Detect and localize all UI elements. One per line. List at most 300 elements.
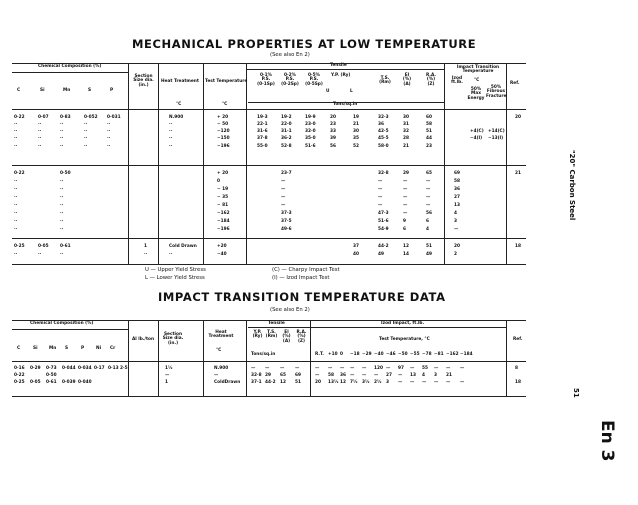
impact-al-header: Al lb./ton (131, 337, 155, 342)
mech-cell: 19·2 (281, 115, 292, 120)
impact-cell: 8 (515, 366, 518, 371)
mech-cell: 30 (353, 129, 359, 134)
mech-heat-unit: °C (176, 102, 182, 107)
mech-cell: 31 (403, 122, 409, 127)
mech-cell: 23·0 (305, 122, 316, 127)
impact-tons-unit: Tons/sq.in (251, 352, 276, 357)
mech-cell: — (378, 187, 383, 192)
mech-cell: ·· (169, 122, 173, 127)
mech-cell: ·· (169, 136, 173, 141)
mech-cell: ·· (14, 219, 18, 224)
mech-cell: 51·6 (305, 144, 316, 149)
impact-temp-header: −29 (362, 352, 372, 357)
mech-cell: ·· (14, 203, 18, 208)
impact-cell: — (422, 380, 427, 385)
mech-cell: 0·05 (38, 244, 49, 249)
mech-col-p: P (110, 88, 114, 93)
mech-cell: ·· (169, 252, 173, 257)
impact-yp-header: Y.P. (Ry) (252, 330, 263, 340)
mech-cell: +14(C) (488, 129, 505, 134)
mech-cell: 22·1 (257, 122, 268, 127)
mech-el-header: El (%) (A) (402, 73, 412, 87)
mech-cell: ·· (38, 136, 42, 141)
mech-cell: — (403, 187, 408, 192)
mech-cell: 0·61 (60, 244, 71, 249)
mech-ts-header: T.S. (Rm) (379, 76, 391, 86)
impact-temp-header: −81 (434, 352, 444, 357)
impact-cell: — (460, 380, 465, 385)
mech-cell: 51·6 (378, 219, 389, 224)
mech-cell: ·· (107, 122, 111, 127)
mech-cell: 21 (515, 171, 521, 176)
mech-cell: 52 (353, 144, 359, 149)
mech-cell: 0 (217, 179, 220, 184)
mech-cell: +4(C) (470, 129, 484, 134)
mech-cell: 47·3 (378, 211, 389, 216)
en-code: En 3 (597, 420, 617, 462)
mech-cell: 23 (330, 122, 336, 127)
mech-cell: ·· (14, 179, 18, 184)
mech-testtemp-header: Test Temperature (205, 79, 248, 84)
mech-cell: ·· (169, 144, 173, 149)
impact-temp-header: −55 (410, 352, 420, 357)
impact-col-ni: Ni (96, 346, 102, 351)
mech-cell: 31·6 (257, 129, 268, 134)
impact-cell: 3½ (362, 380, 370, 385)
impact-cell: 97 (398, 366, 404, 371)
mech-cell: — (426, 179, 431, 184)
mech-ps02-header: 0·2% P.S. (0·2Sp) (281, 73, 299, 87)
impact-cell: — (446, 380, 451, 385)
mech-cell: 21 (403, 144, 409, 149)
impact-title: IMPACT TRANSITION TEMPERATURE DATA (158, 290, 446, 304)
mech-cell: ·· (60, 252, 64, 257)
mech-cell: ·· (84, 129, 88, 134)
impact-cell: — (410, 380, 415, 385)
mech-cell: 32·0 (305, 129, 316, 134)
mech-cell: 54·9 (378, 227, 389, 232)
mech-col-mn: Mn (63, 88, 71, 93)
mech-cell: ·· (144, 252, 148, 257)
impact-cell: 2·5 (120, 366, 128, 371)
impact-temp-header: −162 (446, 352, 459, 357)
mech-impact-header: Impact Transition Temperature (456, 65, 500, 75)
impact-cell: 0·044 (62, 366, 76, 371)
mech-cell: −120 (217, 129, 230, 134)
mech-cell: −162 (217, 211, 230, 216)
mech-cell: 51 (426, 244, 432, 249)
mech-cell: 23·7 (281, 171, 292, 176)
mech-cell: ·· (107, 144, 111, 149)
mech-cell: ·· (60, 187, 64, 192)
mech-cell: 9 (403, 219, 406, 224)
mech-cell: 58 (454, 179, 460, 184)
impact-temp-header: −40 (374, 352, 384, 357)
impact-cell: 0·05 (30, 380, 41, 385)
note-izod: (I) — Izod Impact Test (272, 275, 330, 281)
mech-cell: 33 (330, 129, 336, 134)
mech-cell: ·· (60, 136, 64, 141)
impact-cell: — (315, 366, 320, 371)
mech-cell: 0·07 (38, 115, 49, 120)
mech-izod-header: Izod ft.lb. (451, 76, 463, 86)
mech-cell: ·· (84, 122, 88, 127)
mech-cell: 29 (403, 171, 409, 176)
mech-impact-unit: °C (474, 78, 480, 83)
impact-cell: 13 (410, 373, 416, 378)
impact-temp-header: −50 (398, 352, 408, 357)
mech-cell: 0·031 (107, 115, 121, 120)
impact-cell: — (350, 366, 355, 371)
mech-cell: — (378, 203, 383, 208)
impact-cell: — (340, 366, 345, 371)
impact-subtitle: (See also En 2) (270, 307, 310, 313)
mech-cell: 45·5 (378, 136, 389, 141)
mech-cell: 4 (454, 211, 457, 216)
impact-temp-header: −46 (386, 352, 396, 357)
mech-cell: 12 (403, 244, 409, 249)
impact-heat-unit: °C (216, 348, 222, 353)
impact-cell: — (280, 366, 285, 371)
mech-cell: 6 (426, 219, 429, 224)
mech-col-s: S (88, 88, 92, 93)
impact-cell: 7½ (350, 380, 358, 385)
mech-cell: ·· (14, 129, 18, 134)
impact-cell: — (362, 373, 367, 378)
mech-cell: — (403, 203, 408, 208)
mech-subtitle: (See also En 2) (270, 52, 310, 58)
impact-cell: — (362, 366, 367, 371)
mech-cell: 42·5 (378, 129, 389, 134)
mech-cell: 0·83 (60, 115, 71, 120)
mech-cell: −150 (217, 136, 230, 141)
impact-section-header: Section Size dia. (in.) (162, 332, 184, 346)
mech-cell: ·· (14, 136, 18, 141)
impact-cell: — (251, 366, 256, 371)
mech-cell: ·· (38, 129, 42, 134)
mech-fibrous-header: 50% Fibrous Fracture (486, 85, 507, 99)
impact-temp-header: R.T. (315, 352, 324, 357)
impact-cell: 3 (386, 380, 389, 385)
impact-cell: 55 (422, 366, 428, 371)
impact-cell: — (214, 373, 219, 378)
mech-cell: − 19 (217, 187, 229, 192)
mech-cell: — (403, 195, 408, 200)
impact-cell: ColdDrawn (214, 380, 241, 385)
mech-cell: 20 (515, 115, 521, 120)
mech-cell: ·· (14, 144, 18, 149)
impact-temp-header: 0 (340, 352, 343, 357)
mech-l-header: L (350, 89, 353, 94)
impact-cell: 0·040 (78, 380, 92, 385)
impact-cell: 0·16 (14, 366, 25, 371)
mech-max-energy-header: 50% Max Energy (467, 87, 485, 101)
mech-cell: 58 (426, 122, 432, 127)
mech-cell: −196 (217, 144, 230, 149)
mech-cell: 27 (454, 195, 460, 200)
mech-cell: 69 (454, 171, 460, 176)
impact-cell: 21 (446, 373, 452, 378)
mech-cell: — (378, 179, 383, 184)
impact-ra-header: R.A. (%) (Z) (296, 330, 307, 344)
mech-cell: ·· (14, 227, 18, 232)
impact-cell: — (328, 366, 333, 371)
mech-cell: 20 (454, 244, 460, 249)
mech-cell: 14 (403, 252, 409, 257)
mech-cell: 56 (426, 211, 432, 216)
mech-cell: — (403, 211, 408, 216)
mech-cell: — (281, 195, 286, 200)
mech-cell: ·· (60, 122, 64, 127)
impact-cell: 0·61 (46, 380, 57, 385)
mech-cell: ·· (60, 219, 64, 224)
impact-tensile-header: Tensile (268, 321, 285, 326)
mech-cell: 0·22 (14, 115, 25, 120)
impact-cell: 36 (340, 373, 346, 378)
impact-cell: — (434, 366, 439, 371)
mech-cell: ·· (84, 144, 88, 149)
mech-cell: 44·2 (378, 244, 389, 249)
impact-cell: 0·17 (94, 366, 105, 371)
mech-cell: − 81 (217, 203, 229, 208)
mech-cell: 49 (426, 252, 432, 257)
mech-cell: 36 (454, 187, 460, 192)
impact-cell: — (295, 366, 300, 371)
mech-tensile-header: Tensile (330, 63, 347, 68)
mech-cell: 58·0 (378, 144, 389, 149)
mech-cell: 56 (330, 144, 336, 149)
mech-heat-header: Heat Treatment (161, 79, 199, 84)
impact-cell: 0·50 (46, 373, 57, 378)
mech-col-si: Si (40, 88, 45, 93)
impact-temp-header: −184 (460, 352, 473, 357)
impact-cell: — (350, 373, 355, 378)
impact-col-si: Si (33, 346, 38, 351)
note-lower-yield: L — Lower Yield Stress (145, 275, 205, 281)
impact-cell: N.900 (214, 366, 229, 371)
mech-cell: ·· (60, 195, 64, 200)
mech-cell: ·· (14, 195, 18, 200)
impact-cell: 32·8 (251, 373, 262, 378)
mech-cell: 19·3 (257, 115, 268, 120)
mech-cell: ·· (38, 122, 42, 127)
impact-cell: 27 (386, 373, 392, 378)
impact-testtemp-header: Test Temperature, °C (379, 337, 430, 342)
impact-cell: 51 (295, 380, 301, 385)
mech-cell: 18 (515, 244, 521, 249)
mech-cell: 0·50 (60, 171, 71, 176)
mech-cell: 40 (353, 252, 359, 257)
impact-cell: 1 (165, 380, 168, 385)
mech-cell: 2 (454, 252, 457, 257)
impact-cell: 58 (328, 373, 334, 378)
impact-cell: 0·29 (30, 366, 41, 371)
impact-cell: 0·22 (14, 373, 25, 378)
side-title: "20" Carbon Steel (568, 150, 576, 221)
impact-cell: — (315, 373, 320, 378)
mech-cell: 13 (454, 203, 460, 208)
impact-temp-header: +10 (328, 352, 338, 357)
impact-cell: 0·73 (46, 366, 57, 371)
mech-cell: 31·1 (281, 129, 292, 134)
impact-ref-header: Ref. (513, 337, 523, 342)
impact-cell: 65 (280, 373, 286, 378)
mech-cell: ·· (14, 211, 18, 216)
mech-testtemp-unit: °C (222, 102, 228, 107)
impact-cell: 12 (340, 380, 346, 385)
impact-cell: 20 (315, 380, 321, 385)
mech-cell: − 35 (217, 195, 229, 200)
impact-cell: 0·25 (14, 380, 25, 385)
impact-cell: 2½ (374, 380, 382, 385)
impact-cell: — (386, 366, 391, 371)
mech-cell: 32·3 (378, 115, 389, 120)
mech-cell: 55·0 (257, 144, 268, 149)
mech-cell: +20 (217, 244, 227, 249)
mech-cell: ·· (14, 252, 18, 257)
mech-cell: 36 (378, 122, 384, 127)
impact-col-cr: Cr (110, 346, 116, 351)
mech-cell: 35 (353, 136, 359, 141)
mech-cell: + 20 (217, 115, 229, 120)
mech-cell: 60 (426, 115, 432, 120)
impact-el-header: El (%) (A) (282, 330, 291, 344)
mech-cell: ·· (60, 211, 64, 216)
mech-cell: −40 (217, 252, 227, 257)
mech-title: MECHANICAL PROPERTIES AT LOW TEMPERATURE (132, 37, 477, 51)
impact-cell: 12 (280, 380, 286, 385)
mech-yp-header: Y.P. (Ry) (331, 73, 351, 78)
mech-cell: + 20 (217, 171, 229, 176)
mech-cell: ·· (60, 129, 64, 134)
mech-cell: ·· (84, 136, 88, 141)
mech-cell: 32·8 (378, 171, 389, 176)
mech-cell: −4(I) (470, 136, 483, 141)
mech-cell: 1 (144, 244, 147, 249)
impact-cell: 4 (422, 373, 425, 378)
mech-cell: 65 (426, 171, 432, 176)
mech-cell: — (426, 203, 431, 208)
mech-cell: 28 (403, 136, 409, 141)
mech-cell: Cold Drawn (169, 244, 197, 249)
mech-cell: — (426, 187, 431, 192)
mech-cell: — (378, 195, 383, 200)
mech-cell: ·· (60, 144, 64, 149)
impact-temp-header: −18 (350, 352, 360, 357)
mech-cell: ·· (169, 129, 173, 134)
impact-col-c: C (17, 346, 21, 351)
mech-cell: 37·3 (281, 211, 292, 216)
mech-cell: 37 (353, 244, 359, 249)
impact-izod-header: Izod Impact, ft.lb. (381, 321, 425, 326)
mech-ra-header: R.A. (%) (Z) (425, 73, 437, 87)
mech-cell: 36·2 (281, 136, 292, 141)
mech-cell: 44 (426, 136, 432, 141)
mech-cell: ·· (107, 129, 111, 134)
mech-cell: 0·22 (14, 171, 25, 176)
mech-cell: 49·6 (281, 227, 292, 232)
impact-cell: 44·2 (265, 380, 276, 385)
mech-cell: 37·8 (257, 136, 268, 141)
impact-cell: — (165, 373, 170, 378)
mech-cell: − 50 (217, 122, 229, 127)
impact-cell: — (398, 373, 403, 378)
mech-cell: −184 (217, 219, 230, 224)
mech-cell: ·· (38, 252, 42, 257)
impact-cell: — (265, 366, 270, 371)
note-charpy: (C) — Charpy Impact Test (272, 267, 340, 273)
mech-u-header: U (326, 89, 330, 94)
mech-cell: 6 (403, 227, 406, 232)
mech-col-c: C (17, 88, 21, 93)
mech-cell: ·· (60, 179, 64, 184)
impact-col-s: S (65, 346, 69, 351)
impact-cell: — (410, 366, 415, 371)
impact-cell: 1½ (165, 366, 173, 371)
impact-cell: 18 (515, 380, 521, 385)
impact-chem-header: Chemical Composition (%) (30, 321, 94, 326)
impact-col-p: P (81, 346, 85, 351)
mech-tons-unit: Tons/sq.in (333, 102, 358, 107)
impact-cell: 0·13 (108, 366, 119, 371)
mech-cell: −196 (217, 227, 230, 232)
mech-cell: −13(I) (488, 136, 504, 141)
mech-cell: — (281, 203, 286, 208)
note-upper-yield: U — Upper Yield Stress (145, 267, 206, 273)
impact-ts-header: T.S. (Rm) (265, 330, 278, 340)
mech-cell: 22·0 (281, 122, 292, 127)
impact-cell: 0·034 (78, 366, 92, 371)
impact-cell: — (446, 366, 451, 371)
impact-cell: 29 (265, 373, 271, 378)
mech-cell: 23 (426, 144, 432, 149)
mech-cell: 3 (454, 219, 457, 224)
mech-cell: 49 (378, 252, 384, 257)
mech-cell: 4 (426, 227, 429, 232)
mech-ps01-header: 0·1% P.S. (0·1Sp) (257, 73, 275, 87)
mech-cell: ·· (107, 136, 111, 141)
mech-cell: 35·0 (305, 136, 316, 141)
mech-cell: 21 (353, 122, 359, 127)
mech-cell: 37·5 (281, 219, 292, 224)
impact-cell: 120 (374, 366, 383, 371)
mech-cell: 52·8 (281, 144, 292, 149)
mech-cell: — (454, 227, 459, 232)
mech-ps05-header: 0·5% P.S. (0·5Sp) (305, 73, 323, 87)
mech-cell: 0·25 (14, 244, 25, 249)
mech-cell: ·· (14, 187, 18, 192)
impact-cell: 3 (434, 373, 437, 378)
mech-cell: 20 (330, 115, 336, 120)
impact-cell: — (460, 366, 465, 371)
impact-cell: — (434, 380, 439, 385)
impact-col-mn: Mn (49, 346, 57, 351)
mech-cell: — (403, 179, 408, 184)
page-number: 51 (572, 388, 580, 398)
mech-cell: 32 (403, 129, 409, 134)
mech-cell: 39 (330, 136, 336, 141)
mech-cell: 19·9 (305, 115, 316, 120)
mech-section-header: Section Size dia. (in.) (133, 74, 154, 88)
impact-heat-header: Heat Treatment (208, 330, 234, 340)
impact-temp-header: −78 (422, 352, 432, 357)
mech-cell: 30 (403, 115, 409, 120)
mech-cell: — (281, 187, 286, 192)
mech-cell: 0·052 (84, 115, 98, 120)
mech-chem-header: Chemical Composition (%) (38, 64, 102, 69)
impact-cell: 0·039 (62, 380, 76, 385)
mech-cell: ·· (14, 122, 18, 127)
